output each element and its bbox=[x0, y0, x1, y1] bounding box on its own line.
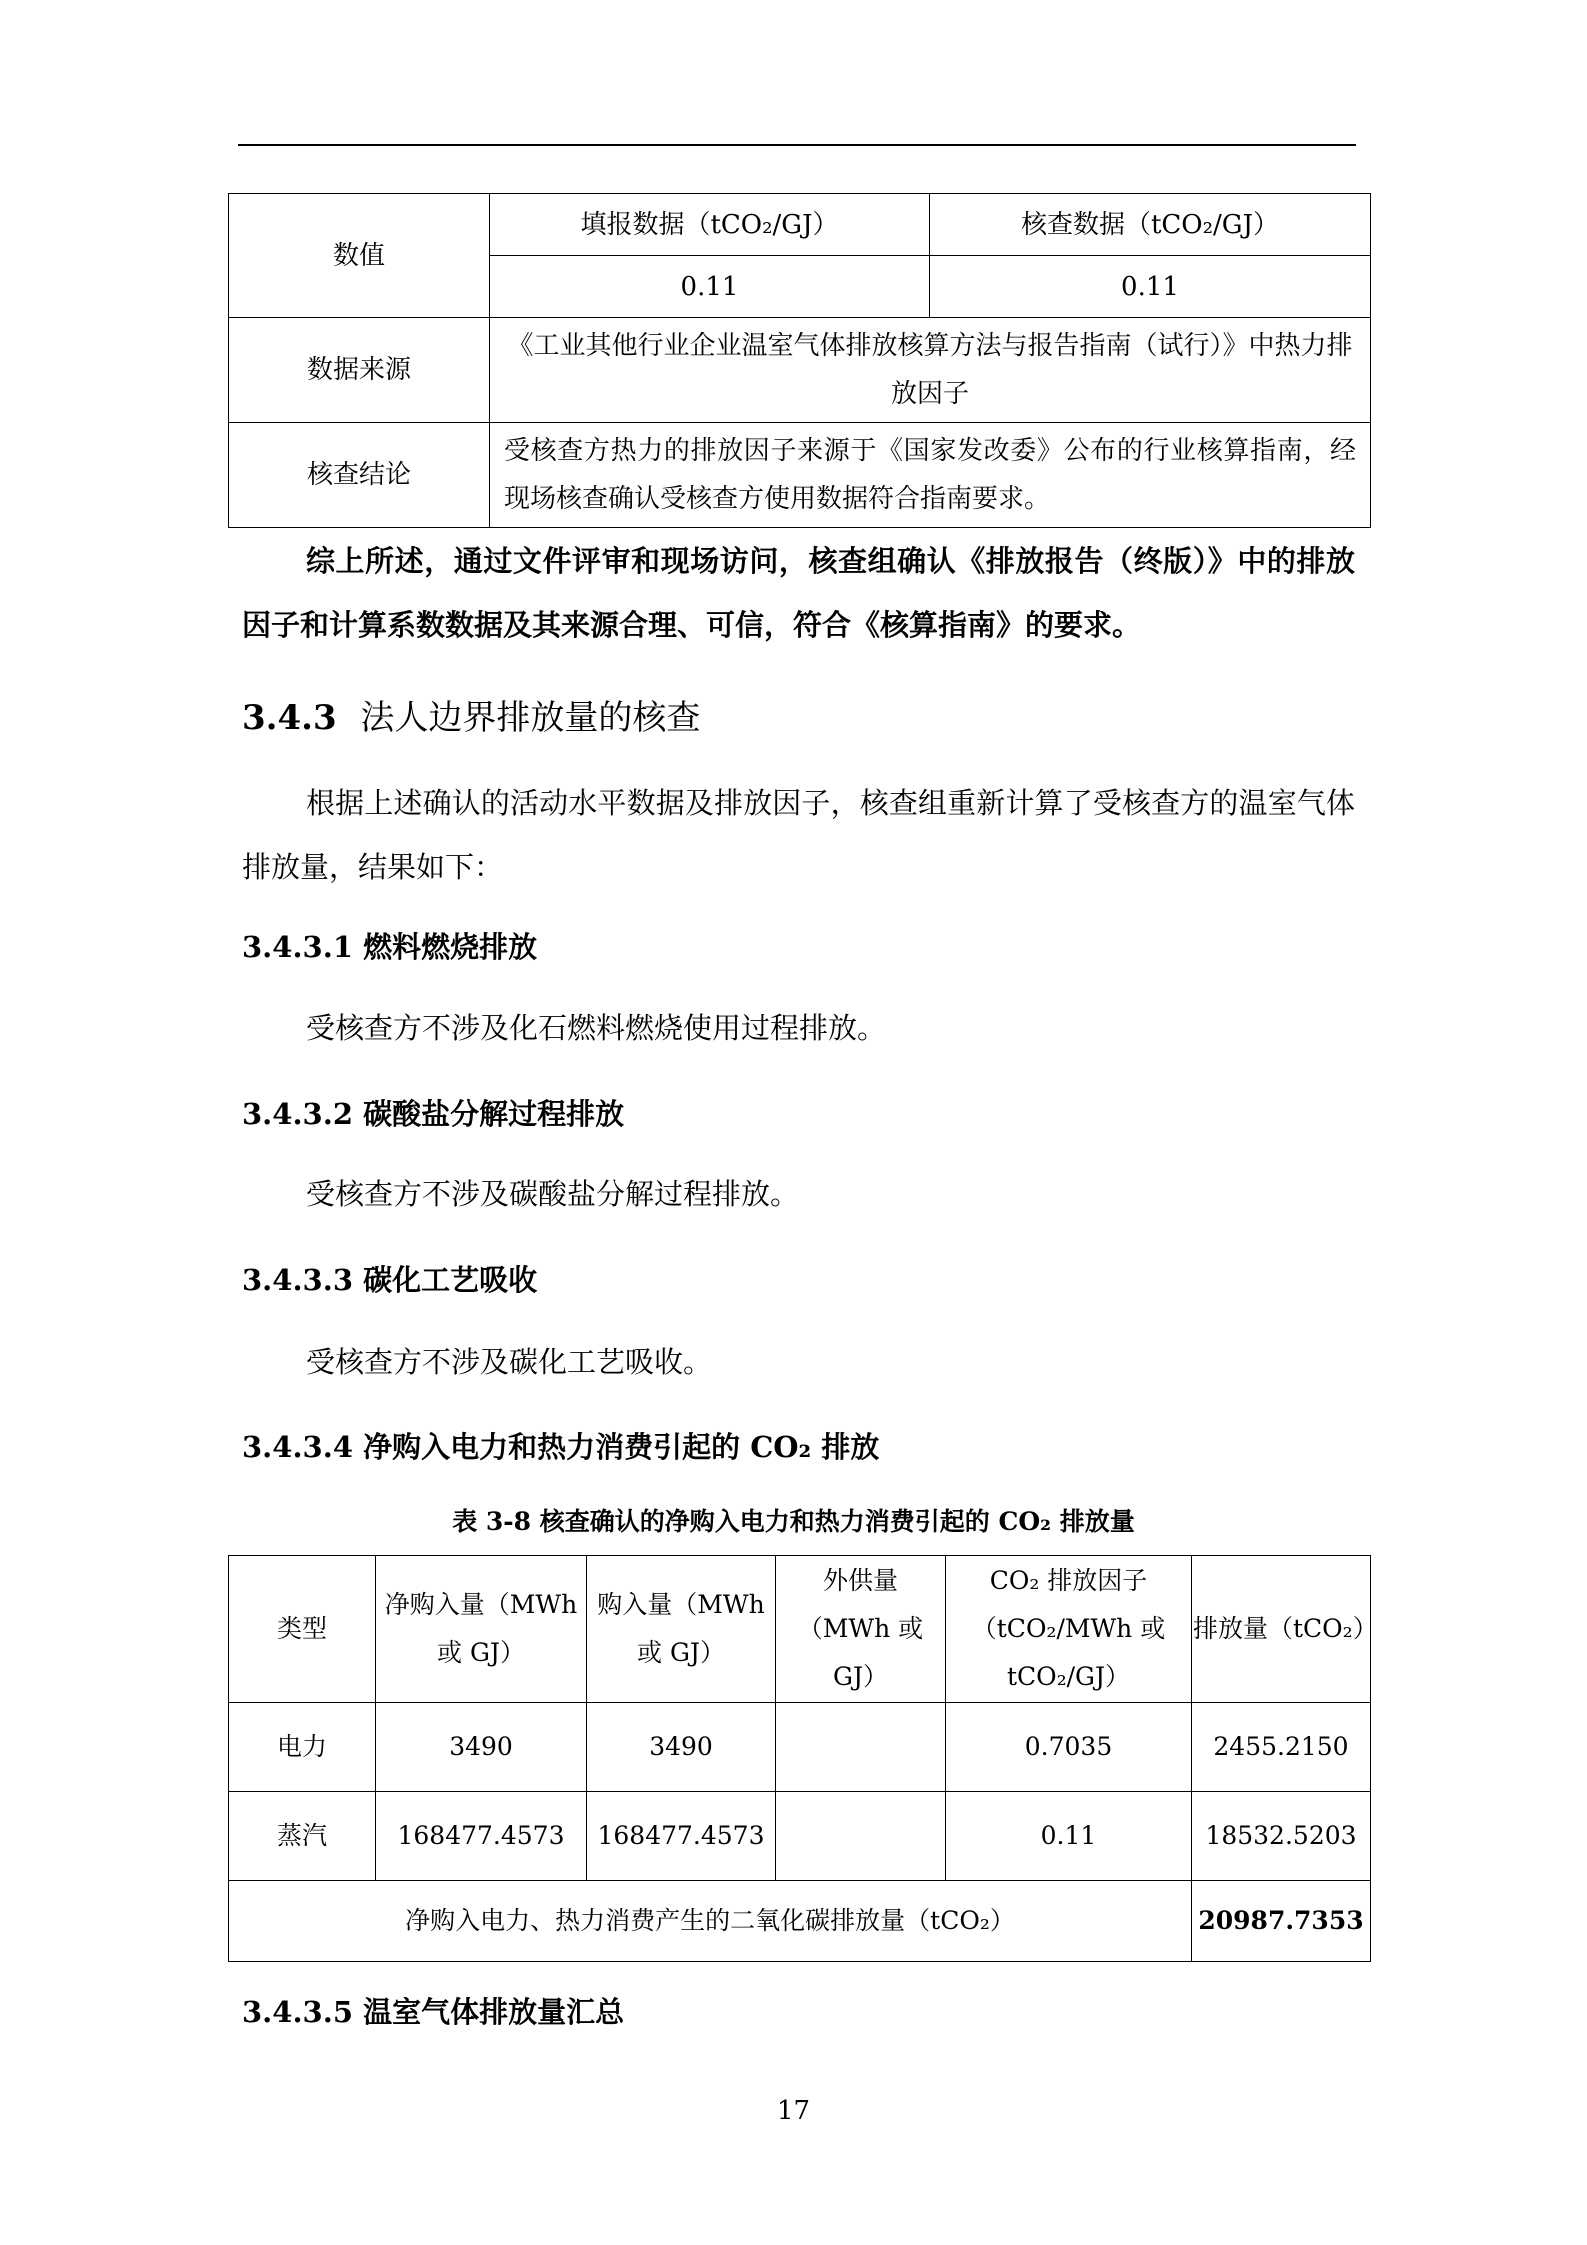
header-factor: CO₂ 排放因子（tCO₂/MWh 或 tCO₂/GJ） bbox=[946, 1556, 1192, 1703]
emission-table bbox=[228, 1555, 1378, 1962]
cell-factor: 0.7035 bbox=[946, 1703, 1192, 1792]
header-type: 类型 bbox=[229, 1556, 376, 1703]
verified-value: 0.11 bbox=[930, 256, 1371, 318]
total-row bbox=[229, 1881, 1371, 1962]
subsection-heading-4: 3.4.3.4 净购入电力和热力消费引起的 CO₂ 排放 bbox=[242, 1430, 880, 1464]
cell-net: 168477.4573 bbox=[376, 1792, 587, 1881]
table-row bbox=[229, 1703, 1371, 1792]
table-caption: 表 3-8 核查确认的净购入电力和热力消费引起的 CO₂ 排放量 bbox=[452, 1507, 1135, 1536]
subsection-heading-1: 3.4.3.1 燃料燃烧排放 bbox=[242, 930, 538, 964]
total-value: 20987.7353 bbox=[1192, 1881, 1371, 1962]
total-label: 净购入电力、热力消费产生的二氧化碳排放量（tCO₂） bbox=[229, 1881, 1192, 1962]
cell-emission: 2455.2150 bbox=[1192, 1703, 1371, 1792]
subsection-heading-2: 3.4.3.2 碳酸盐分解过程排放 bbox=[242, 1097, 625, 1131]
source-text: 《工业其他行业企业温室气体排放核算方法与报告指南（试行）》中热力排放因子 bbox=[490, 318, 1371, 423]
header-purchased: 购入量（MWh 或 GJ） bbox=[587, 1556, 776, 1703]
cell-type: 电力 bbox=[229, 1703, 376, 1792]
header-supplied: 外供量（MWh 或 GJ） bbox=[776, 1556, 946, 1703]
cell-net: 3490 bbox=[376, 1703, 587, 1792]
summary-paragraph: 综上所述，通过文件评审和现场访问，核查组确认《排放报告（终版）》中的排放因子和计算系数数据及其来源合理、可信，符合《核算指南》的要求。 bbox=[242, 544, 1355, 642]
value-row-label: 数值 bbox=[229, 194, 490, 318]
table-row bbox=[229, 1792, 1371, 1881]
section-heading-343 bbox=[242, 690, 700, 739]
verified-header: 核查数据（tCO₂/GJ） bbox=[930, 194, 1371, 256]
header-net: 净购入量（MWh 或 GJ） bbox=[376, 1556, 587, 1703]
cell-supplied bbox=[776, 1792, 946, 1881]
subsection-text-2: 受核查方不涉及碳酸盐分解过程排放。 bbox=[306, 1177, 800, 1211]
conclusion-text: 受核查方热力的排放因子来源于《国家发改委》公布的行业核算指南，经现场核查确认受核查方使用数据符合指南要求。 bbox=[490, 423, 1371, 528]
cell-factor: 0.11 bbox=[946, 1792, 1192, 1881]
subsection-heading-5: 3.4.3.5 温室气体排放量汇总 bbox=[242, 1995, 625, 2029]
intro-paragraph: 根据上述确认的活动水平数据及排放因子，核查组重新计算了受核查方的温室气体排放量，结果如下： bbox=[242, 786, 1355, 884]
cell-supplied bbox=[776, 1703, 946, 1792]
subsection-text-1: 受核查方不涉及化石燃料燃烧使用过程排放。 bbox=[306, 1011, 887, 1045]
source-label: 数据来源 bbox=[229, 318, 490, 423]
cell-purchased: 3490 bbox=[587, 1703, 776, 1792]
cell-type: 蒸汽 bbox=[229, 1792, 376, 1881]
cell-purchased: 168477.4573 bbox=[587, 1792, 776, 1881]
subsection-heading-3: 3.4.3.3 碳化工艺吸收 bbox=[242, 1263, 538, 1297]
subsection-text-3: 受核查方不涉及碳化工艺吸收。 bbox=[306, 1345, 713, 1379]
cell-emission: 18532.5203 bbox=[1192, 1792, 1371, 1881]
section-number: 3.4.3 bbox=[242, 698, 337, 738]
reported-value: 0.11 bbox=[490, 256, 930, 318]
section-title: 法人边界排放量的核查 bbox=[360, 698, 701, 738]
header-rule bbox=[238, 144, 1356, 146]
emission-factor-table bbox=[228, 193, 1371, 528]
page-number: 17 bbox=[776, 2096, 811, 2126]
reported-header: 填报数据（tCO₂/GJ） bbox=[490, 194, 930, 256]
conclusion-label: 核查结论 bbox=[229, 423, 490, 528]
header-emission: 排放量（tCO₂） bbox=[1192, 1556, 1371, 1703]
